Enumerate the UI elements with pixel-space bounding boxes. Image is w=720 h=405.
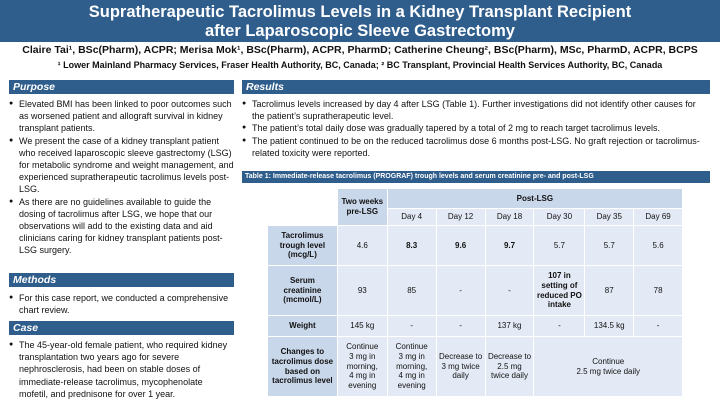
results-heading: Results — [242, 80, 710, 94]
creatinine-day18: - — [485, 266, 534, 316]
poster-title — [0, 0, 720, 41]
creatinine-row-label: Serum creatinine (mcmol/L) — [268, 266, 338, 316]
tacrolimus-pre: 4.6 — [337, 226, 387, 266]
weight-day12: - — [436, 316, 485, 337]
table-corner-2 — [268, 209, 338, 226]
dose-row-label: Changes to tacrolimus dose based on tacrolimus level — [268, 337, 338, 397]
poster-title-line-2: after Laparoscopic Sleeve Gastrectomy — [205, 22, 515, 40]
creatinine-pre: 93 — [337, 266, 387, 316]
day-header-30: Day 30 — [534, 209, 585, 226]
methods-heading: Methods — [9, 273, 234, 287]
dose-day4 — [387, 337, 436, 397]
results-bullet-3: ● The patient continued to be on the reduced tacrolimus dose 6 months post-LSG. No graft rejection or tacrolimus-related toxicity were reported. — [242, 135, 710, 159]
dose-pre-line-2: 3 mg in morning, — [346, 351, 378, 371]
creatinine-day30: 107 in setting of reduced PO intake — [534, 266, 585, 316]
weight-day18: 137 kg — [485, 316, 534, 337]
purpose-bullet-1: ● Elevated BMI has been linked to poor outcomes such as worsened patient and allograft survival in kidney transplant patients. — [9, 98, 234, 135]
results-table — [267, 188, 683, 397]
case-heading: Case — [9, 321, 234, 335]
poster-title-line-1: Supratherapeutic Tacrolimus Levels in a Kidney Transplant Recipient — [88, 3, 632, 21]
dose-day4-line-1: Continue — [395, 342, 428, 351]
purpose-bullet-2: ● We present the case of a kidney transplant patient who received laparoscopic sleeve gastrectomy (LSG) for metabolic syndrome and weight management, and experienced supratherapeutic tacrolimus levels post-LSG. — [9, 135, 234, 196]
creatinine-day69: 78 — [634, 266, 683, 316]
creatinine-day35: 87 — [585, 266, 634, 316]
weight-day69: - — [634, 316, 683, 337]
tacrolimus-day35: 5.7 — [585, 226, 634, 266]
dose-later-line-2: 2.5 mg twice daily — [576, 366, 641, 376]
table-caption: Table 1: Immediate-release tacrolimus (PROGRAF) trough levels and serum creatinine pre- and post-LSG — [242, 171, 710, 183]
case-body — [9, 339, 234, 400]
pre-lsg-header: Two weeks pre-LSG — [337, 189, 387, 226]
day-header-4: Day 4 — [387, 209, 436, 226]
weight-pre: 145 kg — [337, 316, 387, 337]
tacrolimus-row-label: Tacrolimus trough level (mcg/L) — [268, 226, 338, 266]
dose-pre-line-1: Continue — [346, 342, 379, 351]
affiliations: ¹ Lower Mainland Pharmacy Services, Fraser Health Authority, BC, Canada; ² BC Transplant, Provincial Health Services Authority, BC, Canada — [57, 60, 663, 70]
day-header-69: Day 69 — [634, 209, 683, 226]
table-row — [268, 226, 683, 266]
purpose-heading: Purpose — [9, 80, 234, 94]
weight-row-label: Weight — [268, 316, 338, 337]
dose-pre-line-3: 4 mg in evening — [348, 371, 377, 391]
dose-day4-line-2: 3 mg in morning, — [396, 351, 428, 371]
dose-day18: Decrease to 2.5 mg twice daily — [485, 337, 534, 397]
tacrolimus-day69: 5.6 — [634, 226, 683, 266]
dose-later — [534, 337, 683, 397]
tacrolimus-day18: 9.7 — [485, 226, 534, 266]
methods-bullet-1: ● For this case report, we conducted a comprehensive chart review. — [9, 292, 234, 316]
creatinine-day12: - — [436, 266, 485, 316]
post-lsg-header: Post-LSG — [387, 189, 682, 209]
day-header-35: Day 35 — [585, 209, 634, 226]
tacrolimus-day12: 9.6 — [436, 226, 485, 266]
tacrolimus-day4: 8.3 — [387, 226, 436, 266]
author-list: Claire Tai¹, BSc(Pharm), ACPR; Merisa Mok¹, BSc(Pharm), ACPR, PharmD; Catherine Cheung², BSc(Pharm), MSc, PharmD, ACPR, BCPS — [22, 44, 698, 56]
title-banner — [0, 0, 720, 42]
weight-day4: - — [387, 316, 436, 337]
results-body — [242, 98, 710, 159]
purpose-bullet-3: ● As there are no guidelines available to guide the dosing of tacrolimus after LSG, we hope that our observations will add to the existing data and aid clinicians caring for kidney transplant patients post-LSG surgery. — [9, 196, 234, 257]
dose-later-line-1: Continue — [592, 356, 625, 366]
tacrolimus-day30: 5.7 — [534, 226, 585, 266]
purpose-body — [9, 98, 234, 257]
table-corner — [268, 189, 338, 209]
table-row — [268, 266, 683, 316]
weight-day35: 134.5 kg — [585, 316, 634, 337]
methods-body — [9, 292, 234, 316]
creatinine-day4: 85 — [387, 266, 436, 316]
dose-day12: Decrease to 3 mg twice daily — [436, 337, 485, 397]
dose-day4-line-3: 4 mg in evening — [397, 371, 426, 391]
weight-day30: - — [534, 316, 585, 337]
case-bullet-1: ● The 45-year-old female patient, who required kidney transplantation two years ago for severe nephrosclerosis, had been on stable doses of immediate-release tacrolimus, mycophenolate mofetil, and prednisone for over 1 year. — [9, 339, 234, 400]
results-bullet-2: ● The patient’s total daily dose was gradually tapered by a total of 2 mg to reach target tacrolimus levels. — [242, 122, 710, 134]
results-bullet-1: ● Tacrolimus levels increased by day 4 after LSG (Table 1). Further investigations did not identify other causes for the patient’s supratherapeutic level. — [242, 98, 710, 122]
table-row — [268, 316, 683, 337]
table-row — [268, 337, 683, 397]
day-header-12: Day 12 — [436, 209, 485, 226]
dose-pre — [337, 337, 387, 397]
day-header-18: Day 18 — [485, 209, 534, 226]
